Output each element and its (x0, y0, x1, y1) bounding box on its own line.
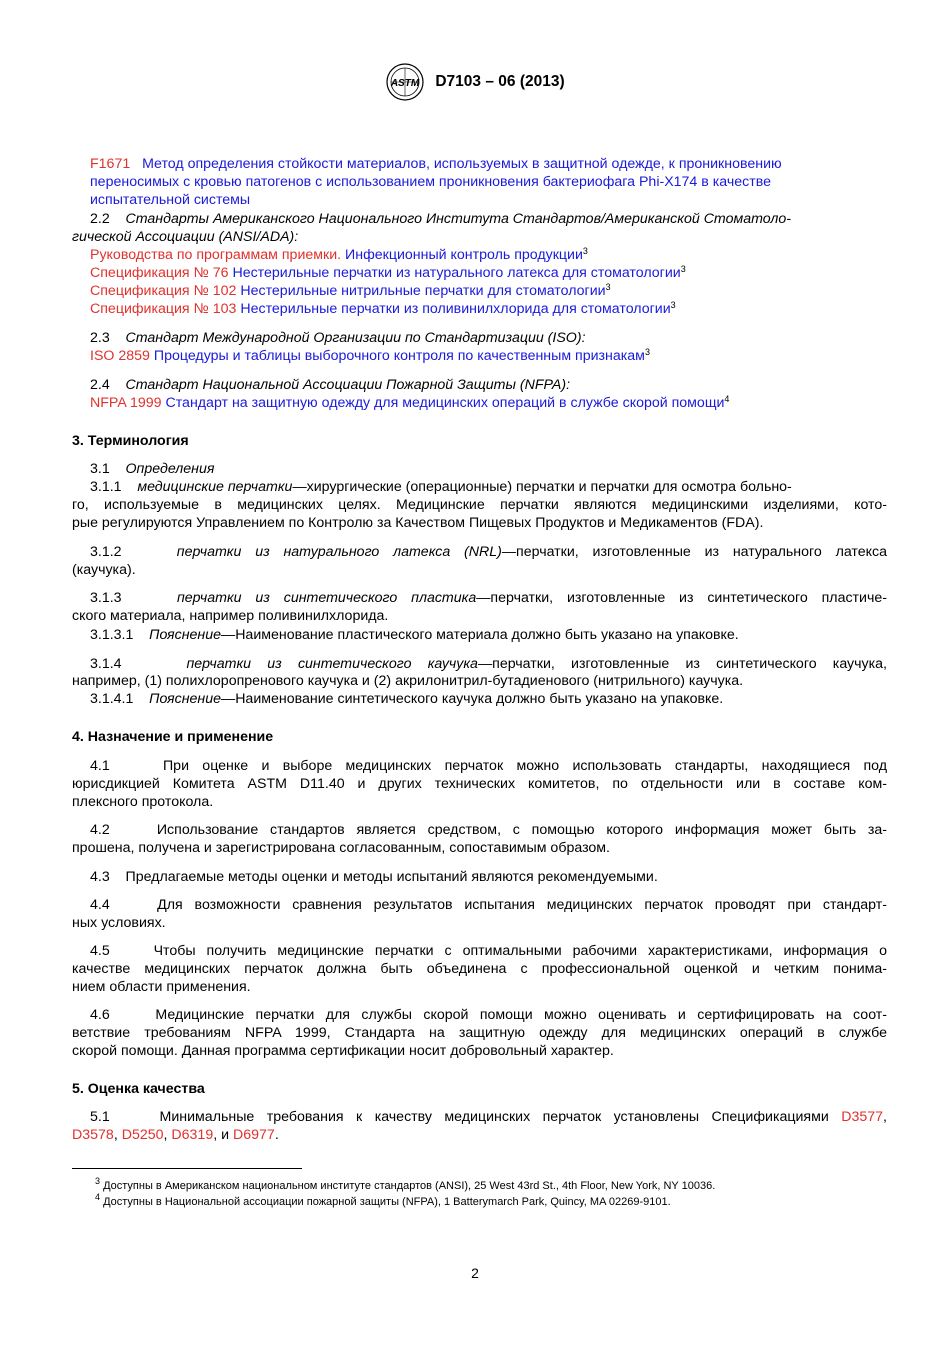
para-4-6-line-3: скорой помощи. Данная программа сертификации носит добровольный характер. (72, 1043, 614, 1059)
para-3-1-1-line-3: рые регулируются Управлением по Контролю за Качеством Пищевых Продуктов и Медикаментов (FDA). (72, 515, 764, 531)
astm-logo-icon (385, 62, 425, 102)
footnote-4: $^4$ Доступны в Национальной ассоциации пожарной защиты (NFPA), 1 Batterymarch Park, Quincy, MA 02269-9101. (95, 1192, 671, 1208)
svg-text:ASTM: ASTM (391, 78, 420, 89)
para-3-1-3-line-1: 3.1.3 перчатки из синтетического пластика—перчатки, изготовленные из синтетического пластиче- (90, 590, 887, 606)
f1671-line-1 (72, 155, 887, 173)
para-3-1-1-line-2: го, используемые в медицинских целях. Медицинские перчатки являются медицинскими изделиями, кото- (72, 497, 887, 513)
ansi-item-2[interactable]: Спецификация № 76 Нестерильные перчатки из натурального латекса для стоматологии$^3$ (90, 264, 686, 281)
ref-d6977[interactable]: D6977 (233, 1127, 275, 1143)
section-2-2-line-1: 2.2 Стандарты Американского Национального Института Стандартов/Американской Стоматоло- (90, 211, 791, 227)
section-5-heading: 5. Оценка качества (72, 1081, 205, 1097)
para-3-1-3-line-2: ского материала, например поливинилхлорида. (72, 608, 389, 624)
ref-d3578[interactable]: D3578 (72, 1127, 114, 1143)
para-3-1-4-1: 3.1.4.1 Пояснение—Наименование синтетического каучука должно быть указано на упаковке. (90, 691, 724, 707)
para-3-1-2-line-1: 3.1.2 перчатки из натурального латекса (NRL)—перчатки, изготовленные из натурального латекса (90, 544, 887, 560)
para-4-5-line-3: нием области применения. (72, 979, 251, 995)
para-3-1-4-line-2: например, (1) полихлоропренового каучука и (2) акрилонитрил-бутадиенового (нитрильного) каучука. (72, 673, 744, 689)
footnote-3: $^3$ Доступны в Американском национальном институте стандартов (ANSI), 25 West 43rd St., 4th Floor, New York, NY 10036. (95, 1176, 716, 1192)
para-4-1-line-3: плексного протокола. (72, 794, 214, 810)
para-3-1-2-line-2: (каучука). (72, 562, 136, 578)
section-2-4: 2.4 Стандарт Национальной Ассоциации Пожарной Защиты (NFPA): (90, 377, 571, 393)
section-2-3: 2.3 Стандарт Международной Организации по Стандартизации (ISO): (90, 330, 586, 346)
section-3-heading: 3. Терминология (72, 433, 189, 449)
para-4-1-line-1: 4.1 При оценке и выборе медицинских перчаток можно использовать стандарты, находящиеся под (90, 758, 887, 774)
nfpa-item[interactable]: NFPA 1999 Стандарт на защитную одежду для медицинских операций в службе скорой помощи$^4$ (90, 394, 730, 411)
para-4-5-line-2: качестве медицинских перчаток должна быть объединена с профессиональной оценкой и четким понима- (72, 961, 887, 977)
ref-d3577[interactable]: D3577 (841, 1109, 884, 1125)
para-3-1-1-line-1: 3.1.1 медицинские перчатки—хирургические (операционные) перчатки и перчатки для осмотра больно- (90, 479, 792, 495)
page-header (0, 62, 950, 102)
ref-title-f1671-1[interactable]: Метод определения стойкости материалов, используемых в защитной одежде, к проникновению (142, 156, 782, 172)
footnote-divider (72, 1168, 302, 1169)
ansi-item-1[interactable]: Руководства по программам приемки. Инфекционный контроль продукции$^3$ (90, 246, 588, 263)
section-4-heading: 4. Назначение и применение (72, 729, 274, 745)
iso-item[interactable]: ISO 2859 Процедуры и таблицы выборочного контроля по качественным признакам$^3$ (90, 347, 650, 364)
para-4-1-line-2: юрисдикцией Комитета ASTM D11.40 и других технических комитетов, по отдельности или в составе ком- (72, 776, 887, 792)
para-4-2-line-1: 4.2 Использование стандартов является средством, с помощью которого информация может быть за- (90, 822, 887, 838)
f1671-line-2[interactable]: переносимых с кровью патогенов с использованием проникновения бактериофага Phi-X174 в качестве (90, 174, 771, 190)
document-designation: D7103 – 06 (2013) (435, 73, 565, 90)
ref-d5250[interactable]: D5250 (121, 1127, 164, 1143)
para-3-1-3-1: 3.1.3.1 Пояснение—Наименование пластического материала должно быть указано на упаковке. (90, 627, 739, 643)
para-4-2-line-2: прошена, получена и зарегистрирована согласованным, сопоставимым образом. (72, 840, 611, 856)
para-3-1-4-line-1: 3.1.4 перчатки из синтетического каучука—перчатки, изготовленные из синтетического каучука, (90, 656, 887, 672)
para-4-4-line-1: 4.4 Для возможности сравнения результатов испытания медицинских перчаток проводят при стандарт- (90, 897, 887, 913)
para-4-4-line-2: ных условиях. (72, 915, 166, 931)
para-4-5-line-1: 4.5 Чтобы получить медицинские перчатки с оптимальными рабочими характеристиками, информация о (90, 943, 887, 959)
ref-code-f1671[interactable]: F1671 (90, 156, 131, 172)
para-5-1-line-2: D3578, D5250, D6319, и D6977. (72, 1127, 279, 1143)
page-number: 2 (471, 1265, 479, 1281)
ref-d6319[interactable]: D6319 (171, 1127, 214, 1143)
para-4-3: 4.3 Предлагаемые методы оценки и методы испытаний являются рекомендуемыми. (90, 869, 658, 885)
para-5-1-line-1: 5.1 Минимальные требования к качеству медицинских перчаток установлены Спецификациями D3577, (90, 1109, 887, 1125)
ansi-item-4[interactable]: Спецификация № 103 Нестерильные перчатки из поливинилхлорида для стоматологии$^3$ (90, 300, 676, 317)
f1671-line-3[interactable]: испытательной системы (90, 192, 251, 208)
ansi-item-3[interactable]: Спецификация № 102 Нестерильные нитрильные перчатки для стоматологии$^3$ (90, 282, 611, 299)
para-3-1: 3.1 Определения (90, 461, 215, 477)
para-4-6-line-1: 4.6 Медицинские перчатки для службы скорой помощи можно оценивать и сертифицировать на соот- (90, 1007, 887, 1023)
para-4-6-line-2: ветствие требованиям NFPA 1999, Стандарта на защитную одежду для медицинских операций в службе (72, 1025, 887, 1041)
section-2-2-line-2: гической Ассоциации (ANSI/ADA): (72, 229, 299, 245)
